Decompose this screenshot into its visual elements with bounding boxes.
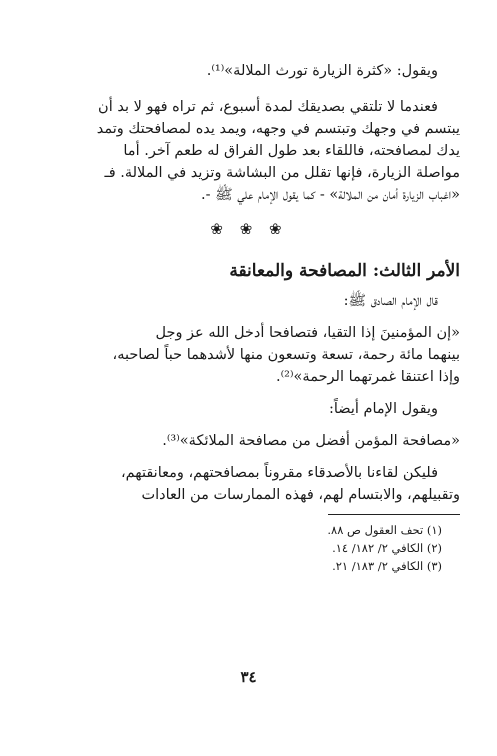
footnotes [38,521,460,575]
quote-line: «مصافحة المؤمن أفضل من مصافحة الملائكة»⁽³⁾. [162,433,460,449]
quote-line: ويقول: «كثرة الزيارة تورث الملالة»⁽¹⁾. [206,63,438,79]
paragraph-visit [38,96,460,206]
paragraph-line: وتقبيلهم، والابتسام لهم، فهذه الممارسات من العادات [141,487,460,503]
quote-line: وإذا اعتنقا غمرتهما الرحمة»⁽²⁾. [275,369,460,385]
page-number: ٣٤ [240,668,257,686]
footnote-divider [328,514,460,515]
paragraph-line: يبتسم في وجهك وتبتسم في وجهه، ويمد يده لمصافحتك وتمد [96,121,460,137]
paragraph-line: يدك لمصافحته، فاللقاء بعد طول الفراق له طعم آخر. أما [123,143,460,159]
paragraph-meeting [38,462,460,506]
book-page [38,60,460,575]
paragraph-line: مواصلة الزيارة، فإنها تقلل من البشاشة وتزيد في الملالة. فـ [104,165,460,181]
section-separator: ❀ ❀ ❀ [210,220,288,238]
footnote: (٢) الكافي ٢/ ١٨٢/ ١٤. [332,541,442,555]
paragraph-line: «اغباب الزيارة أمان من الملالة» - كما يقول الإمام علي ﷺ -. [201,187,460,203]
paragraph-line: فليكن لقاءنا بالأصدقاء مقروناً بمصافحتهم، ومعانقتهم، [120,465,438,481]
quote-line: بينهما مائة رحمة، تسعة وتسعون منها لأشدهما حباً لصاحبه، [112,347,460,363]
intro-line: قال الإمام الصادق ﷺ: [343,293,438,309]
intro-line: ويقول الإمام أيضاً: [328,401,438,417]
hadith-quote [38,322,460,388]
section-heading: الأمر الثالث: المصافحة والمعانقة [229,261,460,281]
quote-line: «إن المؤمنينَ إذا التقيا، فتصافحا أدخل الله عز وجل [155,325,460,341]
footnote: (١) تحف العقول ص ٨٨. [327,523,442,537]
footnote: (٣) الكافي ٢/ ١٨٣/ ٢١. [332,559,442,573]
paragraph-line: فعندما لا تلتقي بصديقك لمدة أسبوع، ثم تراه فهو لا بد أن [98,99,438,115]
